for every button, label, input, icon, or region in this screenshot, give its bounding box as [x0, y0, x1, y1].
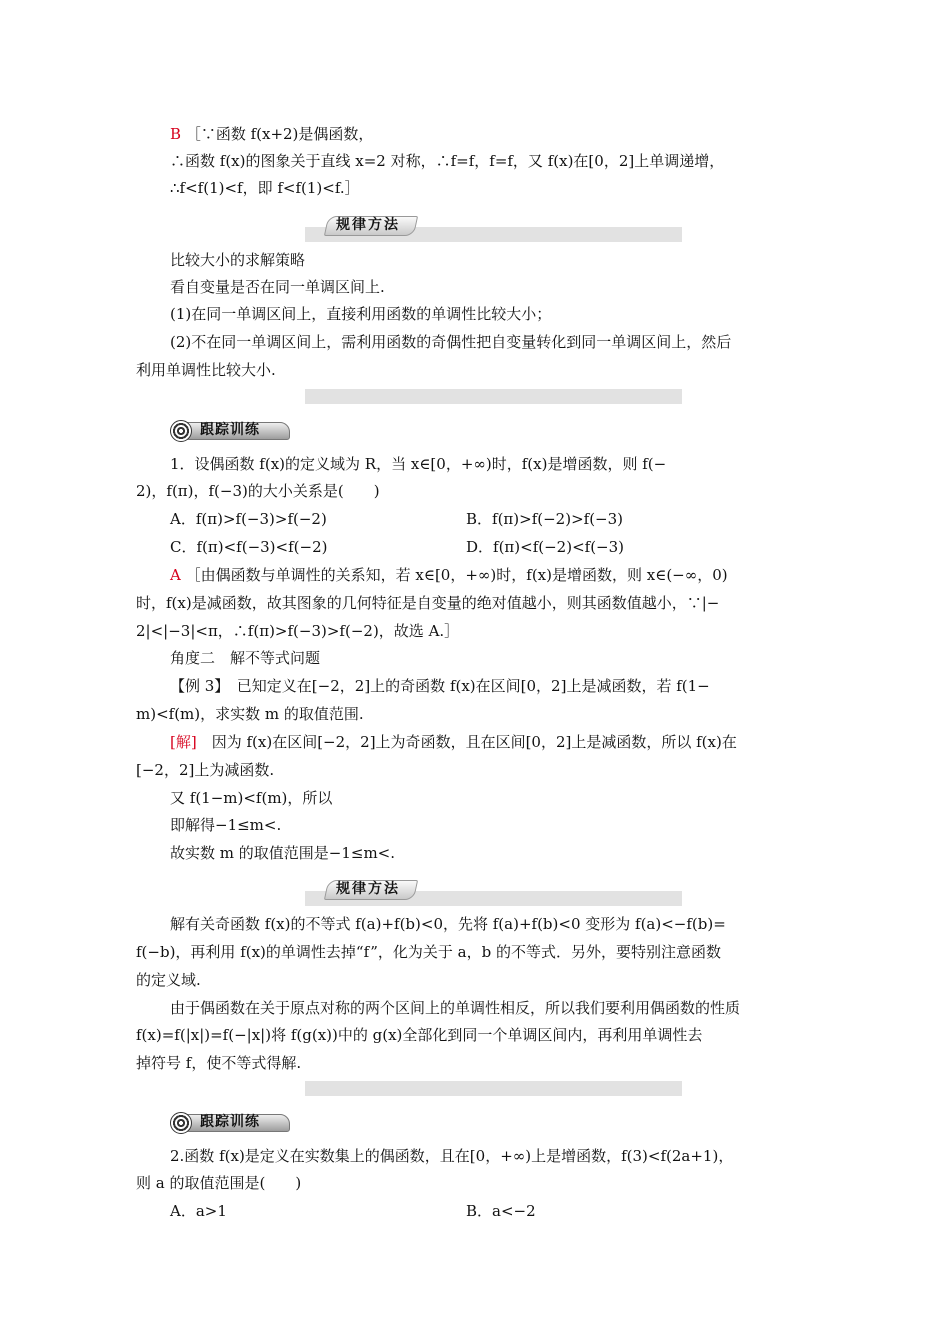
method-2-line: 解有关奇函数 f(x)的不等式 f(a)+f(b)<0，先将 f(a)+f(b)<0 变形为 f(a)<−f(b)=: [170, 915, 726, 933]
example-3-line-2: m)<f(m)，求实数 m 的取值范围.: [136, 705, 364, 723]
answer-block-1-line-2: ∴函数 f(x)的图象关于直线 x=2 对称，∴f=f，f=f，又 f(x)在[0，2]上单调递增，: [170, 152, 725, 170]
solution-tag: [解]: [170, 733, 197, 751]
angle-heading: 角度二 解不等式问题: [170, 649, 321, 667]
option-a: A．f(π)>f(−3)>f(−2): [170, 510, 327, 528]
method-line: 看自变量是否在同一单调区间上.: [170, 278, 385, 296]
answer-letter: B: [170, 125, 182, 143]
option-a: A．a>1: [170, 1202, 227, 1220]
target-icon: [170, 1112, 192, 1134]
method-line: 利用单调性比较大小.: [136, 361, 276, 379]
training-header-badge: [170, 420, 288, 442]
method-title: 比较大小的求解策略: [170, 251, 306, 269]
option-b: B．a<−2: [466, 1202, 536, 1220]
method-header-badge: [318, 215, 418, 235]
question-1-line-1: 1．设偶函数 f(x)的定义域为 R，当 x∈[0，+∞)时，f(x)是增函数，则 f(−: [170, 455, 667, 473]
training-header-label: 跟踪训练: [200, 1114, 260, 1130]
solution-line-1: [170, 732, 737, 752]
method-header-label: 规律方法: [336, 881, 400, 897]
method-header-label: 规律方法: [336, 217, 400, 233]
solution-line-3: 又 f(1−m)<f(m)，所以: [170, 789, 333, 807]
solution-line-4: 即解得−1≤m<.: [170, 816, 282, 834]
example-3-line-1: 【例 3】 已知定义在[−2，2]上的奇函数 f(x)在区间[0，2]上是减函数，若 f(1−: [170, 677, 710, 695]
answer-1-line-1: [170, 565, 728, 585]
solution-text: 因为 f(x)在区间[−2，2]上为奇函数，且在区间[0，2]上是减函数，所以 f(x)在: [196, 733, 737, 751]
answer-block-1-line-3: ∴f<f(1)<f，即 f<f(1)<f.］: [170, 179, 360, 197]
solution-line-2: [−2，2]上为减函数.: [136, 761, 275, 779]
method-2-line: f(−b)，再利用 f(x)的单调性去掉“f”，化为关于 a，b 的不等式．另外，要特别注意函数: [136, 943, 721, 961]
question-2-line-2: 则 a 的取值范围是( ): [136, 1174, 302, 1192]
solution-line-5: 故实数 m 的取值范围是−1≤m<.: [170, 844, 396, 862]
option-d: D．f(π)<f(−2)<f(−3): [466, 538, 625, 556]
method-footer-bar: [305, 1081, 682, 1096]
target-icon: [170, 420, 192, 442]
option-b: B．f(π)>f(−2)>f(−3): [466, 510, 624, 528]
answer-block-1-line-1: [170, 124, 373, 144]
question-2-line-1: 2.函数 f(x)是定义在实数集上的偶函数，且在[0，+∞)上是增函数，f(3)<f(2a+1)，: [170, 1147, 734, 1165]
method-2-line: f(x)=f(|x|)=f(−|x|)将 f(g(x))中的 g(x)全部化到同一个单调区间内，再利用单调性去: [136, 1026, 703, 1044]
method-line: (1)在同一单调区间上，直接利用函数的单调性比较大小；: [170, 305, 552, 323]
option-c: C．f(π)<f(−3)<f(−2): [170, 538, 328, 556]
training-header-label: 跟踪训练: [200, 422, 260, 438]
method-line: (2)不在同一单调区间上，需利用函数的奇偶性把自变量转化到同一单调区间上，然后: [170, 333, 732, 351]
method-header-badge: [318, 879, 418, 899]
training-header-badge: [170, 1112, 288, 1134]
answer-1-line-2: 时，f(x)是减函数，故其图象的几何特征是自变量的绝对值越小，则其函数值越小，∵|−: [136, 594, 720, 612]
question-1-line-2: 2)，f(π)，f(−3)的大小关系是( ): [136, 482, 380, 500]
method-2-line: 由于偶函数在关于原点对称的两个区间上的单调性相反，所以我们要利用偶函数的性质: [170, 999, 741, 1017]
answer-1-line-3: 2|<|−3|<π，∴f(π)>f(−3)>f(−2)，故选 A.］: [136, 622, 460, 640]
method-footer-bar: [305, 389, 682, 404]
answer-text: ［由偶函数与单调性的关系知，若 x∈[0，+∞)时，f(x)是增函数，则 x∈(−∞，0): [185, 566, 728, 584]
answer-letter: A: [170, 566, 181, 584]
method-2-line: 掉符号 f，使不等式得解.: [136, 1054, 302, 1072]
answer-text: ［∵函数 f(x+2)是偶函数，: [185, 125, 374, 143]
method-2-line: 的定义域.: [136, 971, 201, 989]
